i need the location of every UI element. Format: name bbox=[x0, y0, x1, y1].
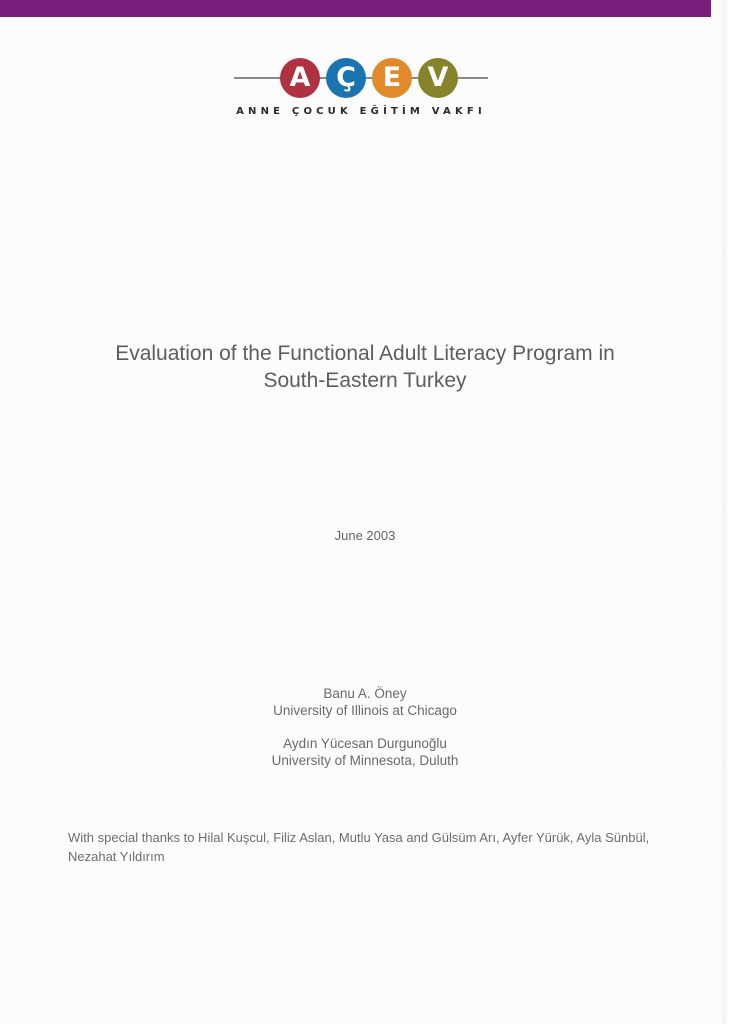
author-affiliation: University of Illinois at Chicago bbox=[273, 703, 457, 718]
author-name: Banu A. Öney bbox=[323, 686, 407, 701]
author-block bbox=[89, 685, 641, 769]
document-title: Evaluation of the Functional Adult Literacy Program in South-Eastern Turkey bbox=[115, 342, 615, 392]
author-name: Aydın Yücesan Durgunoğlu bbox=[283, 736, 447, 751]
logo-wordmark: ANNE ÇOCUK EĞİTİM VAKFI bbox=[236, 106, 486, 117]
acknowledgements-text: With special thanks to Hilal Kuşcul, Filiz Aslan, Mutlu Yasa and Gülsüm Arı, Ayfer Yürük, Ayla Sünbül, Nezahat Yıldırım bbox=[68, 830, 650, 864]
author-affiliation: University of Minnesota, Duluth bbox=[271, 753, 459, 768]
top-purple-banner bbox=[0, 0, 711, 17]
author-entry bbox=[89, 685, 641, 719]
logo-letter-v-icon: V bbox=[418, 58, 458, 98]
publication-date: June 2003 bbox=[334, 528, 396, 543]
logo-letter-c-icon: Ç bbox=[326, 58, 366, 98]
acev-logo bbox=[0, 56, 722, 118]
author-entry bbox=[89, 735, 641, 769]
logo-letter-a-icon: A bbox=[280, 58, 320, 98]
logo-letter-e-icon: E bbox=[372, 58, 412, 98]
logo-mark bbox=[234, 56, 488, 100]
page-right-edge bbox=[722, 0, 732, 1024]
